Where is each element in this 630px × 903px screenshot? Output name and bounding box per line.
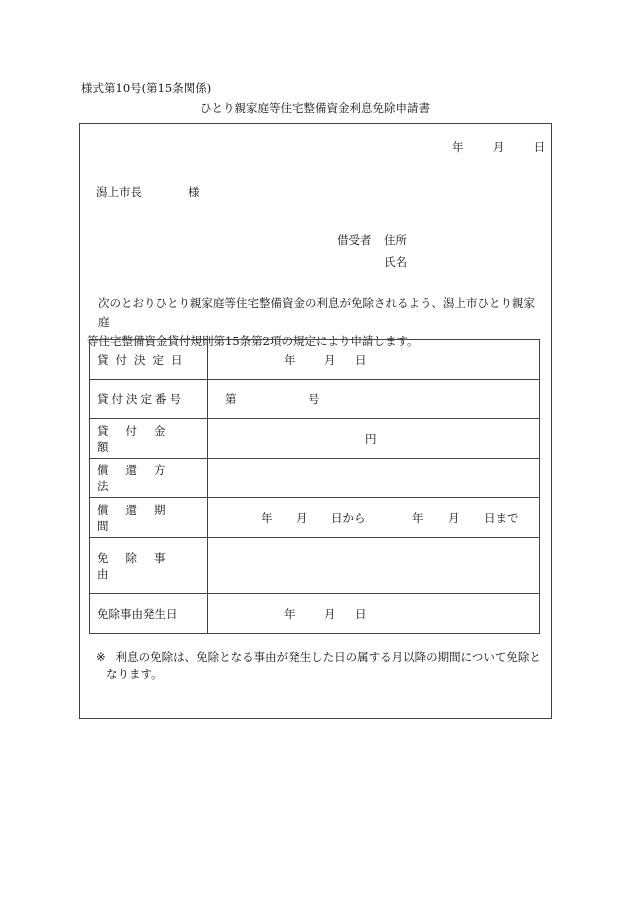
row-label-repayment-period: 償還期間: [90, 498, 208, 538]
form-title: ひとり親家庭等住宅整備資金利息免除申請書: [200, 101, 430, 115]
table-row: [90, 594, 540, 634]
table-row: [90, 538, 540, 594]
row-value-loan-amount[interactable]: 円: [208, 419, 540, 459]
table-row: [90, 419, 540, 459]
table-row: [90, 340, 540, 380]
borrower-label: 借受者: [337, 233, 372, 247]
table-row: [90, 498, 540, 538]
footnote-line-2: なります。: [106, 667, 163, 681]
date-day-label: 日: [533, 140, 546, 154]
footnote: [96, 649, 548, 683]
row-value-exemption-reason[interactable]: [208, 538, 540, 594]
name-label: 氏名: [384, 255, 407, 269]
row-label-repayment-method: 償還方法: [90, 459, 208, 498]
row-label-loan-decision-number: 貸付決定番号: [90, 380, 208, 419]
row-label-loan-amount: 貸付金額: [90, 419, 208, 459]
row-label-loan-decision-date: 貸付決定日: [90, 340, 208, 380]
form-number: 様式第10号(第15条関係): [81, 81, 212, 95]
date-year-label: 年: [452, 140, 464, 154]
statement-line-1: 次のとおりひとり親家庭等住宅整備資金の利息が免除されるよう、潟上市ひとり親家庭: [98, 296, 535, 329]
details-table: [89, 339, 540, 634]
row-value-exemption-reason-date[interactable]: 年 月 日: [208, 594, 540, 634]
row-value-loan-decision-date[interactable]: 年 月 日: [208, 340, 540, 380]
statement-line-2: 等住宅整備資金貸付規則第15条第2項の規定により申請します。: [87, 334, 419, 348]
row-value-loan-decision-number[interactable]: 第 号: [208, 380, 540, 419]
address-label: 住所: [384, 233, 407, 247]
row-value-repayment-period[interactable]: 年 月 日から 年 月 日まで: [208, 498, 540, 538]
row-label-exemption-reason-date: 免除事由発生日: [90, 594, 208, 634]
table-row: [90, 380, 540, 419]
date-line: [452, 139, 545, 155]
addressee: 潟上市長 様: [96, 185, 200, 199]
row-label-exemption-reason: 免除事由: [90, 538, 208, 594]
date-month-label: 月: [492, 140, 505, 154]
row-value-repayment-method[interactable]: [208, 459, 540, 498]
table-row: [90, 459, 540, 498]
asterisk-mark: ※: [96, 650, 106, 664]
footnote-line-1: ※ 利息の免除は、免除となる事由が発生した日の属する月以降の期間について免除と: [96, 650, 541, 664]
